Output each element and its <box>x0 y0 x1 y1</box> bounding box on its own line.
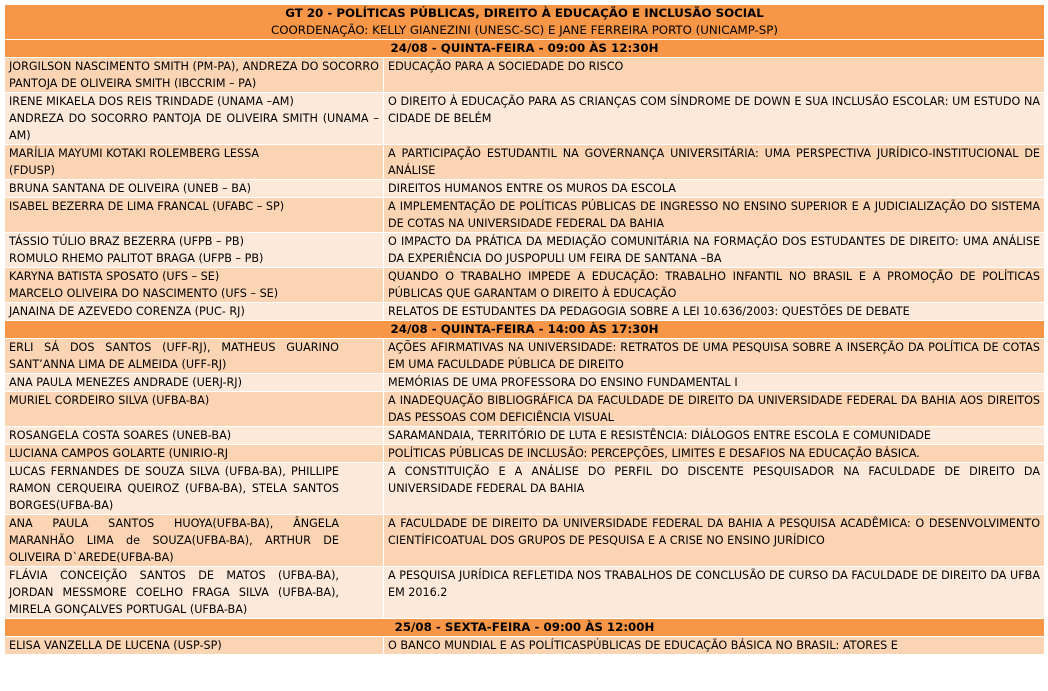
paper-title-cell: O IMPACTO DA PRÁTICA DA MEDIAÇÃO COMUNITÁRIA NA FORMAÇÃO DOS ESTUDANTES DE DIREITO: UMA ANÁLISE DA EXPERIÊNCIA DO JUSPOPULI UM FEIRA DE SANTANA –BA <box>384 233 1045 268</box>
paper-title-cell: EDUCAÇÃO PARA A SOCIEDADE DO RISCO <box>384 58 1045 93</box>
paper-title-cell: A PARTICIPAÇÃO ESTUDANTIL NA GOVERNANÇA UNIVERSITÁRIA: UMA PERSPECTIVA JURÍDICO-INSTITUCIONAL DE ANÁLISE <box>384 145 1045 180</box>
authors-cell: BRUNA SANTANA DE OLIVEIRA (UNEB – BA) <box>5 180 384 198</box>
table-row <box>5 198 1045 233</box>
authors-cell: ANA PAULA SANTOS HUOYA(UFBA-BA), ÂNGELA MARANHÃO LIMA de SOUZA(UFBA-BA), ARTHUR DE OLIVEIRA D`AREDE(UFBA-BA) <box>5 515 384 567</box>
paper-title-cell: AÇÕES AFIRMATIVAS NA UNIVERSIDADE: RETRATOS DE UMA PESQUISA SOBRE A INSERÇÃO DA POLÍTICA DE COTAS EM UMA FACULDADE PÚBLICA DE DIREITO <box>384 339 1045 374</box>
table-row <box>5 515 1045 567</box>
gt-header-cell <box>5 5 1045 40</box>
paper-title-cell: SARAMANDAIA, TERRITÓRIO DE LUTA E RESISTÊNCIA: DIÁLOGOS ENTRE ESCOLA E COMUNIDADE <box>384 427 1045 445</box>
table-row <box>5 268 1045 303</box>
authors-cell: ANA PAULA MENEZES ANDRADE (UERJ-RJ) <box>5 374 384 392</box>
paper-title-cell: MEMÓRIAS DE UMA PROFESSORA DO ENSINO FUNDAMENTAL I <box>384 374 1045 392</box>
table-row <box>5 180 1045 198</box>
authors-cell: LUCIANA CAMPOS GOLARTE (UNIRIO-RJ <box>5 445 384 463</box>
table-row <box>5 392 1045 427</box>
session-header-row <box>5 40 1045 58</box>
gt-coordination: COORDENAÇÃO: KELLY GIANEZINI (UNESC-SC) E JANE FERREIRA PORTO (UNICAMP-SP) <box>271 23 779 37</box>
authors-cell: MARÍLIA MAYUMI KOTAKI ROLEMBERG LESSA (FDUSP) <box>5 145 384 180</box>
paper-title-cell: QUANDO O TRABALHO IMPEDE A EDUCAÇÃO: TRABALHO INFANTIL NO BRASIL E A PROMOÇÃO DE POLÍTICAS PÚBLICAS QUE GARANTAM O DIREITO À EDUCAÇÃO <box>384 268 1045 303</box>
authors-cell: JANAINA DE AZEVEDO CORENZA (PUC- RJ) <box>5 303 384 321</box>
session-label: 25/08 - SEXTA-FEIRA - 09:00 ÀS 12:00H <box>5 619 1045 637</box>
authors-cell: MURIEL CORDEIRO SILVA (UFBA-BA) <box>5 392 384 427</box>
gt-title: GT 20 - POLÍTICAS PÚBLICAS, DIREITO À EDUCAÇÃO E INCLUSÃO SOCIAL <box>285 6 764 20</box>
session-label: 24/08 - QUINTA-FEIRA - 14:00 ÀS 17:30H <box>5 321 1045 339</box>
authors-cell: ROSANGELA COSTA SOARES (UNEB-BA) <box>5 427 384 445</box>
authors-cell: TÁSSIO TÚLIO BRAZ BEZERRA (UFPB – PB) ROMULO RHEMO PALITOT BRAGA (UFPB – PB) <box>5 233 384 268</box>
table-row <box>5 463 1045 515</box>
table-row <box>5 427 1045 445</box>
schedule-document <box>4 4 1044 655</box>
session-header-row <box>5 619 1045 637</box>
session-header-row <box>5 321 1045 339</box>
table-row <box>5 339 1045 374</box>
paper-title-cell: RELATOS DE ESTUDANTES DA PEDAGOGIA SOBRE A LEI 10.636/2003: QUESTÕES DE DEBATE <box>384 303 1045 321</box>
authors-cell: KARYNA BATISTA SPOSATO (UFS – SE) MARCELO OLIVEIRA DO NASCIMENTO (UFS – SE) <box>5 268 384 303</box>
paper-title-cell: A FACULDADE DE DIREITO DA UNIVERSIDADE FEDERAL DA BAHIA A PESQUISA ACADÊMICA: O DESENVOLVIMENTO CIENTÍFICOATUAL DOS GRUPOS DE PESQUISA E A CRISE NO ENSINO JURÍDICO <box>384 515 1045 567</box>
table-row <box>5 93 1045 145</box>
table-row <box>5 637 1045 655</box>
table-row <box>5 445 1045 463</box>
table-row <box>5 233 1045 268</box>
table-row <box>5 374 1045 392</box>
authors-cell: IRENE MIKAELA DOS REIS TRINDADE (UNAMA –AM) ANDREZA DO SOCORRO PANTOJA DE OLIVEIRA SMITH (UNAMA – AM) <box>5 93 384 145</box>
schedule-table <box>4 4 1045 655</box>
gt-header-row <box>5 5 1045 40</box>
paper-title-cell: A CONSTITUIÇÃO E A ANÁLISE DO PERFIL DO DISCENTE PESQUISADOR NA FACULDADE DE DIREITO DA UNIVERSIDADE FEDERAL DA BAHIA <box>384 463 1045 515</box>
table-row <box>5 145 1045 180</box>
table-row <box>5 58 1045 93</box>
authors-cell: ISABEL BEZERRA DE LIMA FRANCAL (UFABC – SP) <box>5 198 384 233</box>
authors-cell: ERLI SÁ DOS SANTOS (UFF-RJ), MATHEUS GUARINO SANT’ANNA LIMA DE ALMEIDA (UFF-RJ) <box>5 339 384 374</box>
paper-title-cell: A IMPLEMENTAÇÃO DE POLÍTICAS PÚBLICAS DE INGRESSO NO ENSINO SUPERIOR E A JUDICIALIZAÇÃO DO SISTEMA DE COTAS NA UNIVERSIDADE FEDERAL DA BAHIA <box>384 198 1045 233</box>
authors-cell: JORGILSON NASCIMENTO SMITH (PM-PA), ANDREZA DO SOCORRO PANTOJA DE OLIVEIRA SMITH (IBCCRIM – PA) <box>5 58 384 93</box>
paper-title-cell: POLÍTICAS PÚBLICAS DE INCLUSÃO: PERCEPÇÕES, LIMITES E DESAFIOS NA EDUCAÇÃO BÁSICA. <box>384 445 1045 463</box>
authors-cell: ELISA VANZELLA DE LUCENA (USP-SP) <box>5 637 384 655</box>
paper-title-cell: A INADEQUAÇÃO BIBLIOGRÁFICA DA FACULDADE DE DIREITO DA UNIVERSIDADE FEDERAL DA BAHIA AOS DIREITOS DAS PESSOAS COM DEFICIÊNCIA VISUAL <box>384 392 1045 427</box>
paper-title-cell: A PESQUISA JURÍDICA REFLETIDA NOS TRABALHOS DE CONCLUSÃO DE CURSO DA FACULDADE DE DIREITO DA UFBA EM 2016.2 <box>384 567 1045 619</box>
authors-cell: LUCAS FERNANDES DE SOUZA SILVA (UFBA-BA), PHILLIPE RAMON CERQUEIRA QUEIROZ (UFBA-BA), STELA SANTOS BORGES(UFBA-BA) <box>5 463 384 515</box>
paper-title-cell: O BANCO MUNDIAL E AS POLÍTICASPÚBLICAS DE EDUCAÇÃO BÁSICA NO BRASIL: ATORES E <box>384 637 1045 655</box>
paper-title-cell: O DIREITO À EDUCAÇÃO PARA AS CRIANÇAS COM SÍNDROME DE DOWN E SUA INCLUSÃO ESCOLAR: UM ESTUDO NA CIDADE DE BELÉM <box>384 93 1045 145</box>
authors-cell: FLÁVIA CONCEIÇÃO SANTOS DE MATOS (UFBA-BA), JORDAN MESSMORE COELHO FRAGA SILVA (UFBA-BA), MIRELA GONÇALVES PORTUGAL (UFBA-BA) <box>5 567 384 619</box>
table-row <box>5 303 1045 321</box>
table-row <box>5 567 1045 619</box>
session-label: 24/08 - QUINTA-FEIRA - 09:00 ÀS 12:30H <box>5 40 1045 58</box>
paper-title-cell: DIREITOS HUMANOS ENTRE OS MUROS DA ESCOLA <box>384 180 1045 198</box>
